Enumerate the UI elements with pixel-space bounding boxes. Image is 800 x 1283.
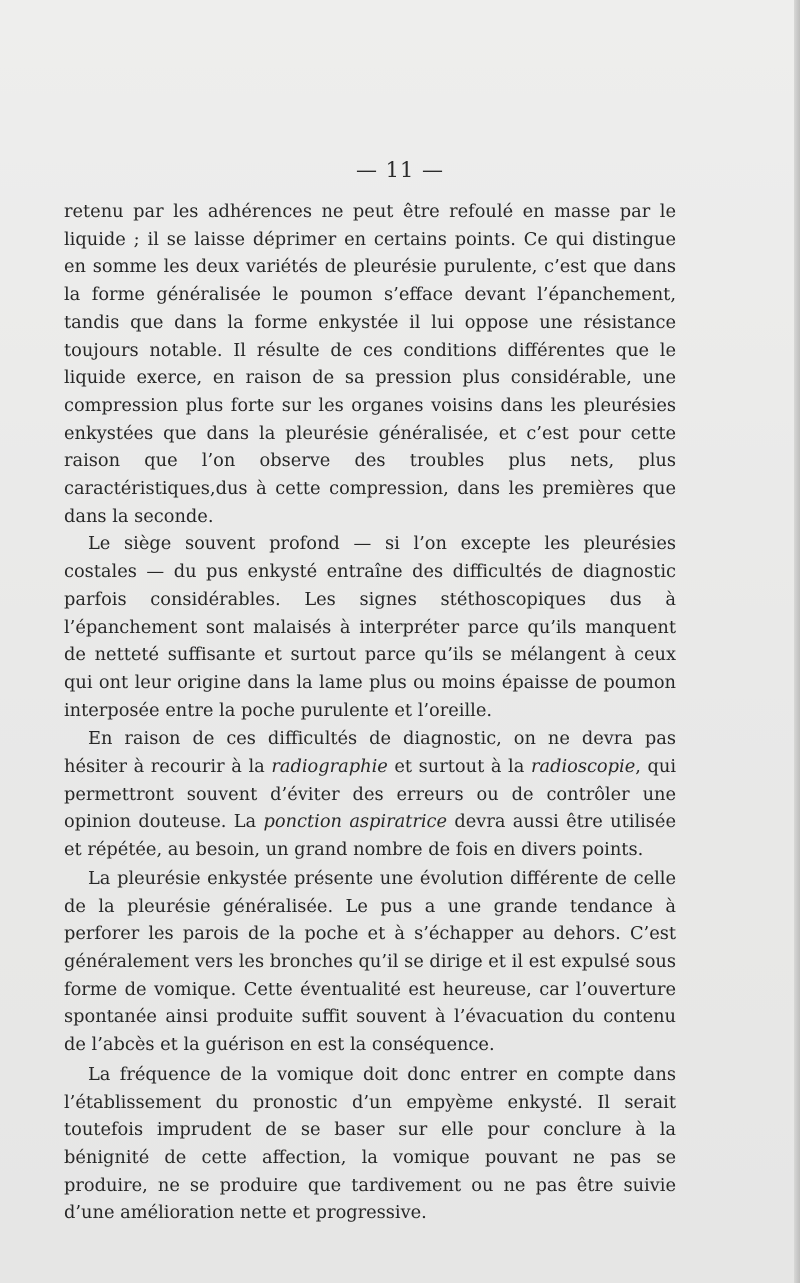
paragraph-2: Le siège souvent profond — si l’on excepte les pleurésies costales — du pus enkysté entraîne des difficultés de diagnostic parfois considérables. Les signes stéthoscopiques dus à l’épanchement sont malaisés à interpréter parce qu’ils manquent de netteté suffisante et surtout parce qu’ils se mélangent à ceux qui ont leur origine dans la lame plus ou moins épaisse de poumon interposée entre la poche purulente et l’oreille. bbox=[64, 533, 676, 721]
italic-term-radioscopie: radioscopie bbox=[530, 756, 636, 778]
paragraph-3-text-a: En raison de ces difficultés de diagnostic, on ne devra pas hésiter à recourir à la bbox=[64, 728, 676, 778]
italic-term-ponction-aspiratrice: ponction aspiratrice bbox=[263, 811, 448, 833]
page-number: — 11 — bbox=[355, 158, 445, 182]
paragraph-3-text-d: devra aussi être utilisée et répétée, au besoin, un grand nombre de fois en divers points. bbox=[64, 811, 676, 861]
body-text bbox=[64, 198, 676, 1227]
page-edge-shadow bbox=[794, 0, 800, 1283]
paragraph-5: La fréquence de la vomique doit donc entrer en compte dans l’établissement du pronostic d’un empyème enkysté. Il serait toutefois imprudent de se baser sur elle pour conclure à la bénignité de cette affection, la vomique pouvant ne pas se produire, ne se produire que tardivement ou ne pas être suivie d’une amélioration nette et progressive. bbox=[64, 1063, 676, 1224]
paragraph-1: retenu par les adhérences ne peut être refoulé en masse par le liquide ; il se laisse déprimer en certains points. Ce qui distingue en somme les deux variétés de pleurésie purulente, c’est que dans la forme généralisée le poumon s’efface devant l’épanchement, tandis que dans la forme enkystée il lui oppose une résistance toujours notable. Il résulte de ces conditions différentes que le liquide exerce, en raison de sa pression plus considérable, une compression plus forte sur les organes voisins dans les pleurésies enkystées que dans la pleurésie généralisée, et c’est pour cette raison que l’on observe des troubles plus nets, plus caractéristiques,dus à cette compression, dans les premières que dans la seconde. bbox=[64, 201, 676, 527]
paragraph-3-text-c: , qui permettront souvent d’éviter des erreurs ou de contrôler une opinion douteuse. La bbox=[64, 756, 677, 833]
paragraph-3-text-b: et surtout à la bbox=[387, 756, 531, 778]
paragraph-3 bbox=[64, 725, 676, 864]
italic-term-radiographie: radiographie bbox=[271, 756, 388, 778]
paragraph-4: La pleurésie enkystée présente une évolution différente de celle de la pleurésie généralisée. Le pus a une grande tendance à perforer les parois de la poche et à s’échapper au dehors. C’est généralement vers les bronches qu’il se dirige et il est expulsé sous forme de vomique. Cette éventualité est heureuse, car l’ouverture spontanée ainsi produite suffit souvent à l’évacuation du contenu de l’abcès et la guérison en est la conséquence. bbox=[64, 867, 676, 1056]
